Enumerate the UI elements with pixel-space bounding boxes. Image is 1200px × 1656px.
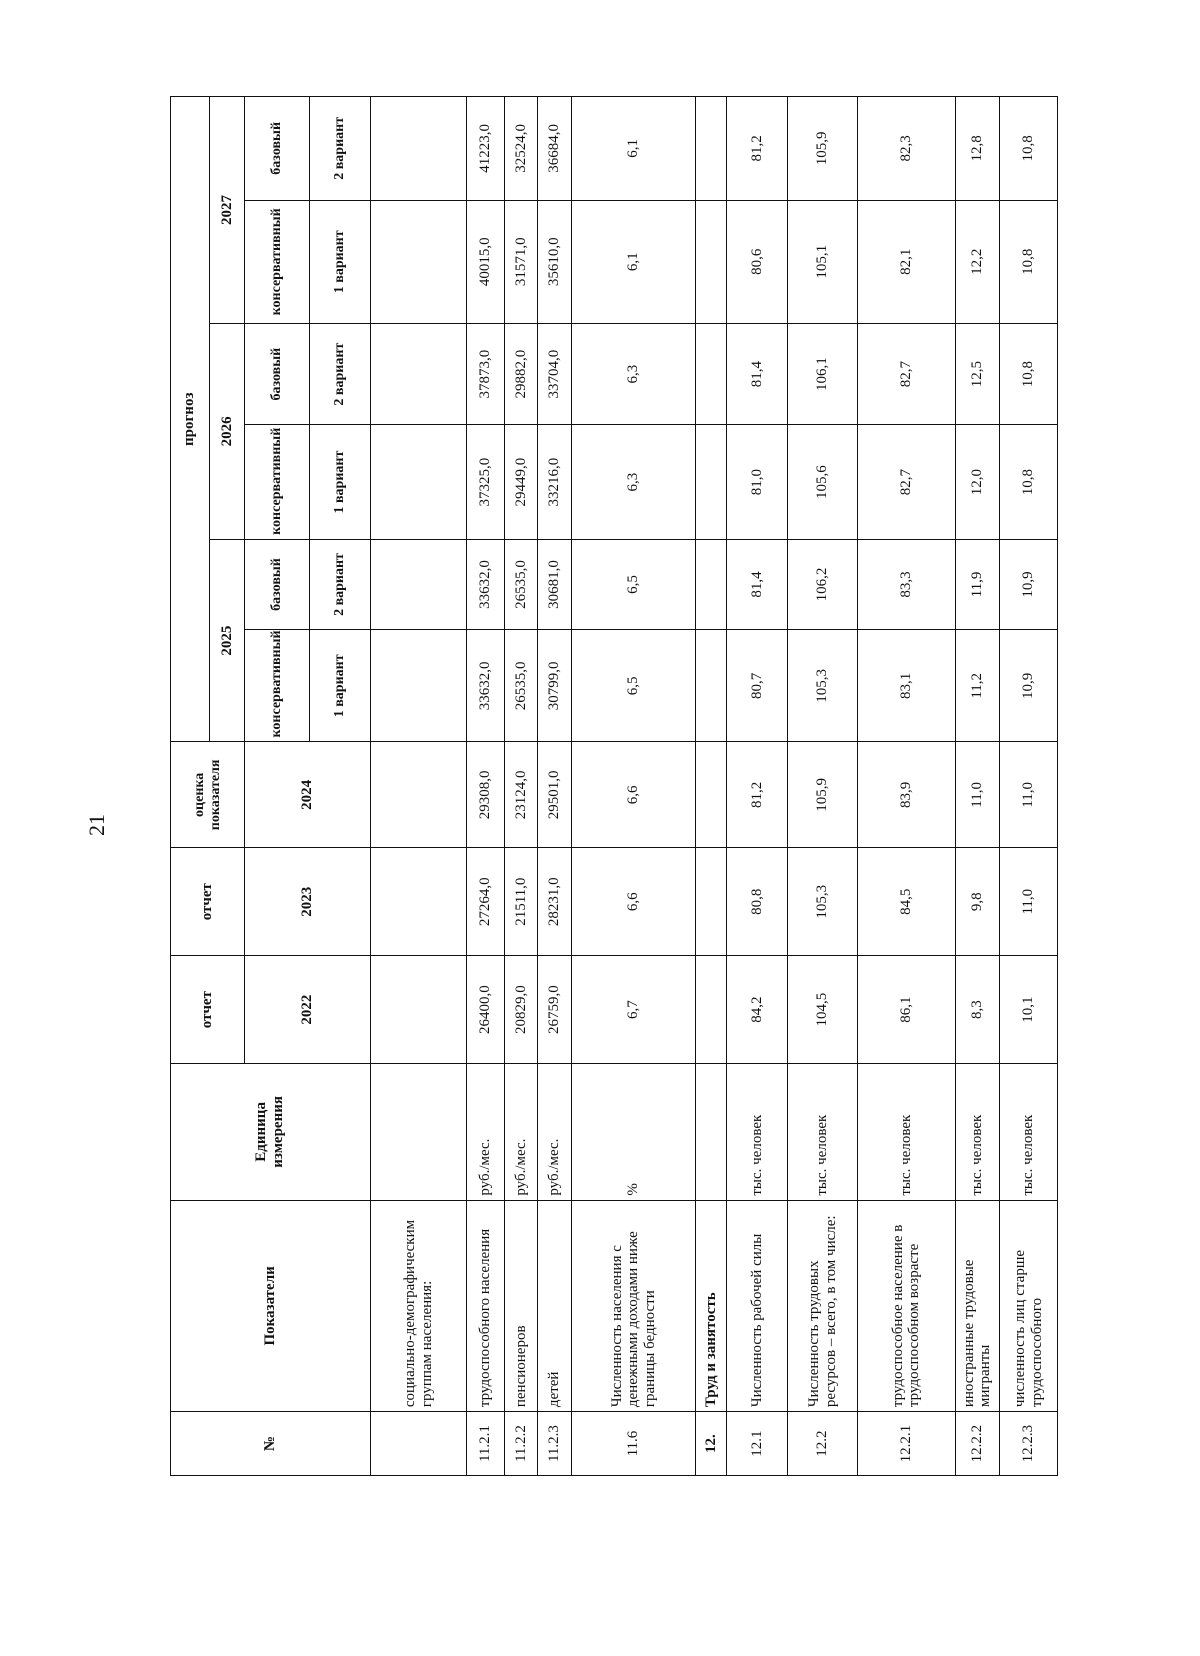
value-cell: 9,8 (955, 848, 999, 956)
value-cell: 37873,0 (467, 323, 505, 424)
col-header-2026-conservative: консервативный (245, 425, 309, 540)
value-cell: 105,3 (788, 848, 858, 956)
value-cell (696, 539, 727, 629)
value-cell: 11,0 (1000, 848, 1058, 956)
value-cell: 26400,0 (467, 956, 505, 1064)
value-cell: 21511,0 (505, 848, 538, 956)
value-cell: 26759,0 (538, 956, 571, 1064)
indicator-name: Численность трудовых ресурсов – всего, в том числе: (788, 1200, 858, 1411)
value-cell: 83,9 (858, 742, 956, 848)
value-cell: 28231,0 (538, 848, 571, 956)
value-cell (370, 848, 467, 956)
value-cell: 31571,0 (505, 200, 538, 323)
value-cell: 11,0 (955, 742, 999, 848)
value-cell: 10,8 (1000, 97, 1058, 201)
value-cell (696, 742, 727, 848)
page-number: 21 (84, 814, 109, 836)
rotated-table-container (170, 96, 1058, 1476)
value-cell: 105,9 (788, 97, 858, 201)
unit-cell: руб./мес. (467, 1064, 505, 1201)
value-cell: 105,3 (788, 630, 858, 742)
col-header-2025-variant2: 2 вариант (309, 539, 370, 629)
value-cell: 106,1 (788, 323, 858, 424)
value-cell: 33704,0 (538, 323, 571, 424)
value-cell: 30681,0 (538, 539, 571, 629)
value-cell: 37325,0 (467, 425, 505, 540)
value-cell: 82,1 (858, 200, 956, 323)
value-cell: 81,0 (727, 425, 788, 540)
value-cell: 33216,0 (538, 425, 571, 540)
value-cell (370, 742, 467, 848)
value-cell (370, 956, 467, 1064)
value-cell: 80,7 (727, 630, 788, 742)
row-number: 11.6 (571, 1412, 695, 1476)
value-cell: 6,3 (571, 425, 695, 540)
value-cell (696, 630, 727, 742)
value-cell: 106,2 (788, 539, 858, 629)
value-cell: 6,6 (571, 742, 695, 848)
col-header-estimate: оценка показателя (171, 742, 245, 848)
value-cell: 12,8 (955, 97, 999, 201)
unit-cell: руб./мес. (538, 1064, 571, 1201)
row-number: 12.2.2 (955, 1412, 999, 1476)
value-cell: 10,9 (1000, 630, 1058, 742)
table-row (858, 97, 956, 1476)
col-header-2026-variant1: 1 вариант (309, 425, 370, 540)
indicator-name: пенсионеров (505, 1200, 538, 1411)
value-cell: 6,7 (571, 956, 695, 1064)
value-cell: 104,5 (788, 956, 858, 1064)
row-number: 11.2.2 (505, 1412, 538, 1476)
col-header-2027-variant1: 1 вариант (309, 200, 370, 323)
value-cell: 6,6 (571, 848, 695, 956)
col-header-report-2022: отчет (171, 956, 245, 1064)
indicator-name: иностранные трудовые мигранты (955, 1200, 999, 1411)
value-cell: 105,1 (788, 200, 858, 323)
unit-cell (696, 1064, 727, 1201)
indicator-name: Труд и занятость (696, 1200, 727, 1411)
unit-cell: тыс. человек (858, 1064, 956, 1201)
value-cell: 6,1 (571, 200, 695, 323)
table-row (538, 97, 571, 1476)
value-cell: 6,1 (571, 97, 695, 201)
value-cell: 105,9 (788, 742, 858, 848)
value-cell (370, 97, 467, 201)
value-cell: 33632,0 (467, 630, 505, 742)
indicator-name: трудоспособное население в трудоспособном возрасте (858, 1200, 956, 1411)
col-header-2025-conservative: консервативный (245, 630, 309, 742)
value-cell: 10,8 (1000, 323, 1058, 424)
col-header-2026-variant2: 2 вариант (309, 323, 370, 424)
value-cell: 11,0 (1000, 742, 1058, 848)
value-cell: 82,7 (858, 323, 956, 424)
row-number: 11.2.3 (538, 1412, 571, 1476)
value-cell: 81,2 (727, 97, 788, 201)
indicator-name: социально-демографическим группам населения: (370, 1200, 467, 1411)
col-header-no: № (171, 1412, 371, 1476)
value-cell: 35610,0 (538, 200, 571, 323)
value-cell: 83,3 (858, 539, 956, 629)
value-cell (370, 539, 467, 629)
value-cell (370, 425, 467, 540)
unit-cell: тыс. человек (955, 1064, 999, 1201)
value-cell: 23124,0 (505, 742, 538, 848)
col-header-report-2023: отчет (171, 848, 245, 956)
unit-cell: % (571, 1064, 695, 1201)
value-cell (696, 848, 727, 956)
col-header-2026: 2026 (209, 323, 245, 539)
value-cell: 41223,0 (467, 97, 505, 201)
value-cell: 29449,0 (505, 425, 538, 540)
table-row (505, 97, 538, 1476)
unit-cell: тыс. человек (788, 1064, 858, 1201)
value-cell (370, 630, 467, 742)
unit-cell: руб./мес. (505, 1064, 538, 1201)
value-cell: 27264,0 (467, 848, 505, 956)
table-row (788, 97, 858, 1476)
value-cell: 26535,0 (505, 539, 538, 629)
indicator-name: Численность населения с денежными доходами ниже границы бедности (571, 1200, 695, 1411)
value-cell: 36684,0 (538, 97, 571, 201)
unit-cell: тыс. человек (1000, 1064, 1058, 1201)
value-cell: 84,2 (727, 956, 788, 1064)
row-number: 11.2.1 (467, 1412, 505, 1476)
row-number: 12.1 (727, 1412, 788, 1476)
forecast-table (170, 96, 1058, 1476)
indicator-name: Численность рабочей силы (727, 1200, 788, 1411)
value-cell (696, 97, 727, 201)
value-cell (696, 425, 727, 540)
col-header-year-2024: 2024 (245, 742, 370, 848)
indicator-name: детей (538, 1200, 571, 1411)
col-header-indicator: Показатели (171, 1200, 371, 1411)
value-cell: 81,4 (727, 323, 788, 424)
unit-cell (370, 1064, 467, 1201)
row-number (370, 1412, 467, 1476)
col-header-2027-base: базовый (245, 97, 309, 201)
value-cell: 10,8 (1000, 425, 1058, 540)
value-cell: 80,6 (727, 200, 788, 323)
col-header-2025: 2025 (209, 539, 245, 742)
value-cell (370, 323, 467, 424)
col-header-2027-conservative: консервативный (245, 200, 309, 323)
value-cell: 82,7 (858, 425, 956, 540)
value-cell: 10,9 (1000, 539, 1058, 629)
value-cell: 33632,0 (467, 539, 505, 629)
value-cell: 12,2 (955, 200, 999, 323)
value-cell: 6,3 (571, 323, 695, 424)
value-cell: 12,5 (955, 323, 999, 424)
value-cell: 11,2 (955, 630, 999, 742)
value-cell: 6,5 (571, 630, 695, 742)
col-header-2027: 2027 (209, 97, 245, 324)
value-cell: 81,2 (727, 742, 788, 848)
table-row (370, 97, 467, 1476)
value-cell: 8,3 (955, 956, 999, 1064)
unit-cell: тыс. человек (727, 1064, 788, 1201)
col-header-unit: Единица измерения (171, 1064, 371, 1201)
value-cell: 30799,0 (538, 630, 571, 742)
indicator-name: численность лиц старше трудоспособного (1000, 1200, 1058, 1411)
value-cell (370, 200, 467, 323)
value-cell (696, 323, 727, 424)
value-cell: 11,9 (955, 539, 999, 629)
col-header-forecast: прогноз (171, 97, 210, 742)
value-cell: 81,4 (727, 539, 788, 629)
table-row (571, 97, 695, 1476)
value-cell: 6,5 (571, 539, 695, 629)
value-cell (696, 956, 727, 1064)
value-cell: 82,3 (858, 97, 956, 201)
value-cell: 26535,0 (505, 630, 538, 742)
value-cell: 29501,0 (538, 742, 571, 848)
table-row (1000, 97, 1058, 1476)
row-number: 12.2.1 (858, 1412, 956, 1476)
value-cell: 12,0 (955, 425, 999, 540)
col-header-2025-base: базовый (245, 539, 309, 629)
table-row (727, 97, 788, 1476)
row-number: 12.2 (788, 1412, 858, 1476)
value-cell: 80,8 (727, 848, 788, 956)
col-header-2026-base: базовый (245, 323, 309, 424)
indicator-name: трудоспособного населения (467, 1200, 505, 1411)
value-cell: 29882,0 (505, 323, 538, 424)
value-cell: 40015,0 (467, 200, 505, 323)
header-row-1 (171, 97, 210, 1476)
value-cell: 83,1 (858, 630, 956, 742)
table-row (696, 97, 727, 1476)
value-cell: 20829,0 (505, 956, 538, 1064)
row-number: 12. (696, 1412, 727, 1476)
value-cell: 84,5 (858, 848, 956, 956)
col-header-year-2022: 2022 (245, 956, 370, 1064)
col-header-year-2023: 2023 (245, 848, 370, 956)
row-number: 12.2.3 (1000, 1412, 1058, 1476)
value-cell: 86,1 (858, 956, 956, 1064)
value-cell: 10,8 (1000, 200, 1058, 323)
value-cell: 29308,0 (467, 742, 505, 848)
col-header-2027-variant2: 2 вариант (309, 97, 370, 201)
value-cell: 32524,0 (505, 97, 538, 201)
table-row (467, 97, 505, 1476)
table-row (955, 97, 999, 1476)
col-header-2025-variant1: 1 вариант (309, 630, 370, 742)
value-cell: 105,6 (788, 425, 858, 540)
value-cell (696, 200, 727, 323)
value-cell: 10,1 (1000, 956, 1058, 1064)
